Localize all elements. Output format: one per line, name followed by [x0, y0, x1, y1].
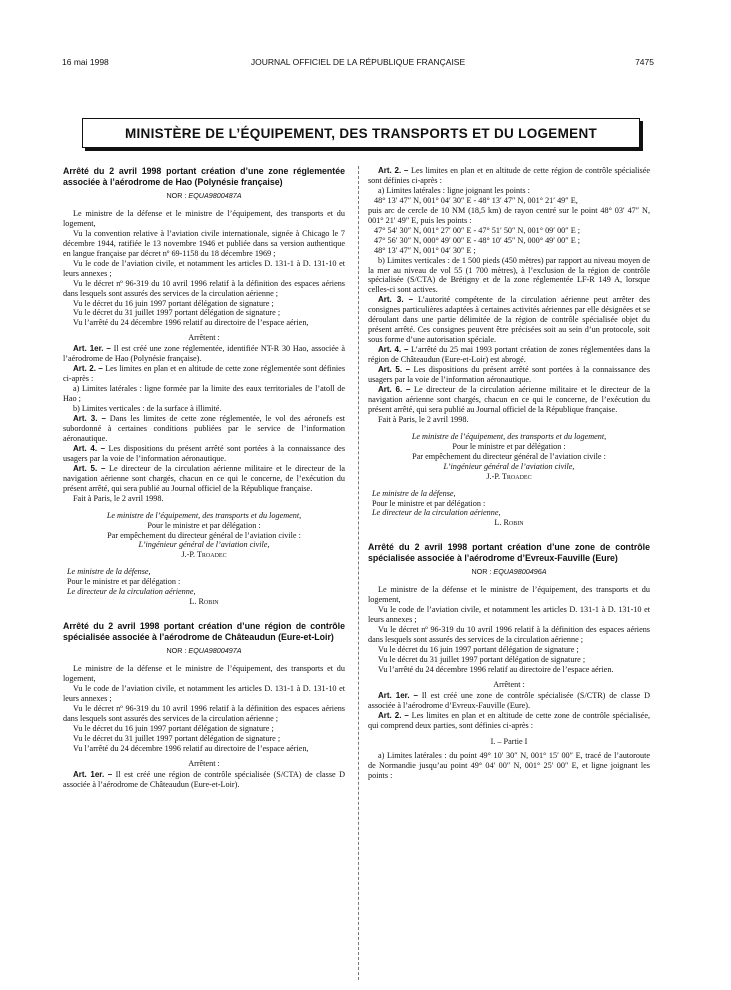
article-text: Les limites en plan et en altitude de cette région de contrôle spécialisée sont définies ci-après :: [368, 166, 651, 185]
article-6: [368, 385, 650, 415]
coordinates: 48° 13′ 47″ N, 001° 04′ 30″ E ;: [374, 245, 476, 255]
article-label: Art. 1er. –: [73, 769, 113, 779]
article-label: Art. 4. –: [73, 443, 106, 453]
signatory-name: L. Robin: [494, 518, 524, 528]
signatory-title: Le ministre de la défense,: [67, 567, 151, 577]
visa: Vu le code de l’aviation civile, et notamment les articles D. 131-1 à D. 131-10 et leurs annexes ;: [368, 605, 650, 625]
signatory-title: Le ministre de l’équipement, des transports et du logement,: [106, 510, 302, 520]
signatory-title: L’ingénieur général de l’aviation civile,: [443, 461, 575, 471]
article-3: [63, 414, 345, 444]
article-4: [63, 444, 345, 464]
right-column: [368, 166, 650, 780]
article-2-a-continued: puis arc de cercle de 10 NM (18,5 km) de rayon centré sur le point 48° 03′ 47″ N, 001° 21′ 49″ E, puis les points :: [368, 205, 650, 225]
article-2: [63, 364, 345, 384]
visa: Vu la convention relative à l’aviation civile internationale, signée à Chicago le 7 décembre 1944, ratifiée le 13 novembre 1946 et publiée dans sa version authentique en langue française par décret nº 69-1158 du 18 décembre 1969 ;: [63, 228, 345, 258]
article-4: [368, 345, 650, 365]
arretent: Arrêtent :: [188, 333, 220, 343]
article-label: Art. 4. –: [378, 345, 409, 355]
visa: Vu le code de l’aviation civile, et notamment les articles D. 131-1 à D. 131-10 et leurs annexes ;: [63, 684, 345, 703]
signatory-delegation: Pour le ministre et par délégation :: [147, 520, 261, 530]
visa: Vu l’arrêté du 24 décembre 1996 relatif au directoire de l’espace aérien,: [73, 318, 309, 328]
article-text: Il est créé une zone de contrôle spécialisée (S/CTR) de classe D associée à l’aérodrome d’Evreux-Fauville (Eure).: [368, 690, 650, 710]
signatory-name: J.-P. Troadec: [181, 550, 227, 560]
coordinates: 47° 54′ 30″ N, 001° 27′ 00″ E - 47° 51′ 50″ N, 001° 09′ 00″ E ;: [374, 225, 581, 235]
nor-reference: [63, 646, 345, 656]
article-label: Art. 1er. –: [73, 344, 111, 354]
decree-title: Arrêté du 2 avril 1998 portant création d’une zone de contrôle spécialisée associée à l’aérodrome d’Evreux-Fauville (Eure): [368, 542, 650, 563]
visa: Vu l’arrêté du 24 décembre 1996 relatif au directoire de l’espace aérien.: [378, 664, 614, 674]
article-text: Il est créé une région de contrôle spécialisée (S/CTA) de classe D associée à l’aérodrome de Châteaudun (Eure-et-Loir).: [63, 769, 346, 789]
signing-place-date: Fait à Paris, le 2 avril 1998.: [378, 414, 469, 424]
decree-evreux: [368, 542, 650, 780]
article-label: Art. 5. –: [73, 463, 106, 473]
decree-title: Arrêté du 2 avril 1998 portant création d’une zone réglementée associée à l’aérodrome de Hao (Polynésie française): [63, 166, 345, 187]
decree-chateaudun-part2: [368, 166, 650, 528]
signatory-title: L’ingénieur général de l’aviation civile,: [138, 540, 270, 550]
article-text: Les limites en plan et en altitude de cette zone de contrôle spécialisée, qui comprend deux parties, sont définies ci-après :: [368, 710, 650, 730]
article-label: Art. 6. –: [378, 384, 411, 394]
article-text: Les limites en plan et en altitude de cette zone réglementée sont définies ci-après :: [63, 364, 346, 384]
article-1: [368, 691, 650, 711]
nor-label: NOR :: [166, 191, 189, 200]
decree-chateaudun-part1: [63, 621, 345, 789]
ministry-title-box: [82, 118, 640, 148]
header-page-number: 7475: [635, 57, 654, 67]
article-text: Le directeur de la circulation aérienne militaire et le directeur de la navigation aérienne sont chargés, chacun en ce qui le concerne, de l’exécution du présent arrêté, qui sera publié au Journal officiel de la République française.: [368, 384, 650, 414]
signatory-delegation: Par empêchement du directeur général de l’aviation civile :: [412, 451, 606, 461]
article-2-a: a) Limites latérales : du point 49° 10′ 30″ N, 001° 15′ 00″ E, tracé de l’autoroute de Normandie jusqu’au point 49° 04′ 00″ N, 001° 25′ 00″ E, et ligne joignant les points :: [368, 750, 650, 780]
coordinates: 47° 56′ 30″ N, 000° 49′ 00″ E - 48° 10′ 45″ N, 000° 49′ 00″ E ;: [374, 235, 581, 245]
article-text: L’arrêté du 25 mai 1993 portant création de zones réglementées dans la région de Châteaudun (Eure-et-Loir) est abrogé.: [368, 345, 650, 365]
visa: Vu le décret nº 96-319 du 10 avril 1996 relatif à la définition des espaces aériens dans lesquels sont assurés des services de la circulation aérienne ;: [368, 625, 650, 645]
nor-label: NOR :: [471, 567, 494, 577]
article-5: [63, 464, 345, 494]
signatory-delegation: Pour le ministre et par délégation :: [452, 441, 566, 451]
visa: Vu le décret du 31 juillet 1997 portant délégation de signature ;: [73, 733, 281, 743]
visa: Vu le décret du 31 juillet 1997 portant délégation de signature ;: [73, 308, 281, 318]
article-2-a: a) Limites latérales : ligne joignant les points :: [378, 185, 530, 195]
signatory-title: Le directeur de la circulation aérienne,: [67, 587, 196, 597]
preamble: Le ministre de la défense et le ministre de l’équipement, des transports et du logement,: [63, 208, 345, 228]
column-divider: [358, 166, 360, 980]
signatory-title: Le directeur de la circulation aérienne,: [372, 508, 501, 518]
article-2-b: b) Limites verticales : de 1 500 pieds (450 mètres) par rapport au niveau moyen de la mer au niveau de vol 55 (1 700 mètres), à l’exclusion de la région de contrôle spécialisée (S/CTA) de Brétigny et de la zone réglementée LF-R 149 A, lorsque celles-ci sont actives.: [368, 255, 650, 295]
article-2-a: a) Limites latérales : ligne formée par la limite des eaux territoriales de l’atoll de Hao ;: [63, 384, 345, 404]
signatory-name: L. Robin: [189, 597, 219, 607]
nor-code: EQUA9800496A: [493, 567, 547, 577]
article-label: Art. 3. –: [378, 295, 414, 305]
article-text: L’autorité compétente de la circulation aérienne peut arrêter des consignes particulières adaptées à certaines activités aériennes par elle désignées et se déroulant dans une partie délimitée de la région de contrôle spécialisée objet du présent arrêté. Ces consignes peuvent être précisées soit au sein d’un protocole, soit sous forme d’une autorisation spéciale.: [368, 295, 651, 345]
visa: Vu l’arrêté du 24 décembre 1996 relatif au directoire de l’espace aérien,: [73, 743, 309, 753]
article-1: [63, 770, 345, 790]
article-text: Dans les limites de cette zone réglementée, le vol des aéronefs est subordonné à certaines conditions publiées par le service de l’information aéronautique.: [63, 414, 345, 443]
nor-reference: [63, 191, 345, 201]
article-5: [368, 365, 650, 385]
preamble: Le ministre de la défense et le ministre de l’équipement, des transports et du logement,: [63, 664, 345, 684]
coordinates: 48° 13′ 47″ N, 001° 04′ 30″ E - 48° 13′ 47″ N, 001° 21′ 49″ E,: [374, 195, 578, 205]
signatory-delegation: Pour le ministre et par délégation :: [67, 577, 181, 587]
preamble: Le ministre de la défense et le ministre de l’équipement, des transports et du logement,: [368, 585, 650, 605]
signatory-name: J.-P. Troadec: [486, 471, 532, 481]
visa: Vu le décret du 31 juillet 1997 portant délégation de signature ;: [378, 654, 586, 664]
visa: Vu le décret du 16 juin 1997 portant délégation de signature ;: [73, 723, 274, 733]
article-2: [368, 711, 650, 731]
article-text: Les dispositions du présent arrêté sont portées à la connaissance des usagers par la voie de l’information aéronautique.: [368, 365, 651, 385]
visa: Vu le code de l’aviation civile, et notamment les articles D. 131-1 à D. 131-10 et leurs annexes ;: [63, 258, 345, 278]
ministry-title: MINISTÈRE DE L’ÉQUIPEMENT, DES TRANSPORTS ET DU LOGEMENT: [124, 125, 598, 141]
signatory-title: Le ministre de la défense,: [372, 488, 456, 498]
arretent: Arrêtent :: [493, 679, 525, 689]
article-2-b: b) Limites verticales : de la surface à illimité.: [73, 404, 222, 414]
arretent: Arrêtent :: [188, 758, 220, 768]
article-label: Art. 2. –: [378, 710, 409, 720]
header-journal-title: JOURNAL OFFICIEL DE LA RÉPUBLIQUE FRANÇAISE: [250, 57, 466, 67]
signatory-title: Le ministre de l’équipement, des transports et du logement,: [411, 431, 607, 441]
article-label: Art. 2. –: [378, 166, 409, 175]
left-column: [63, 166, 345, 790]
part-heading: I. – Partie I: [490, 736, 528, 746]
article-text: Les dispositions du présent arrêté sont portées à la connaissance des usagers par la voie de l’information aéronautique.: [63, 443, 346, 463]
article-2: [368, 166, 650, 186]
decree-title: Arrêté du 2 avril 1998 portant création d’une région de contrôle spécialisée associée à l’aérodrome de Châteaudun (Eure-et-Loir): [63, 621, 345, 642]
visa: Vu le décret nº 96-319 du 10 avril 1996 relatif à la définition des espaces aériens dans lesquels sont assurés des services de la circulation aérienne ;: [63, 278, 345, 298]
article-label: Art. 2. –: [73, 364, 103, 374]
article-1: [63, 344, 345, 364]
article-text: Le directeur de la circulation aérienne militaire et le directeur de la navigation aérienne sont chargés, chacun en ce qui le concerne, de l’exécution du présent arrêté, qui sera publié au Journal officiel de la République française.: [63, 463, 345, 493]
visa: Vu le décret du 16 juin 1997 portant délégation de signature ;: [73, 298, 274, 308]
header-date: 16 mai 1998: [62, 57, 109, 67]
article-3: [368, 295, 650, 345]
nor-reference: [368, 567, 650, 577]
signing-place-date: Fait à Paris, le 2 avril 1998.: [73, 493, 164, 503]
signatory-delegation: Pour le ministre et par délégation :: [372, 498, 486, 508]
signatory-delegation: Par empêchement du directeur général de l’aviation civile :: [107, 530, 301, 540]
article-label: Art. 3. –: [73, 414, 106, 424]
article-text: Il est créé une zone réglementée, identifiée NT-R 30 Hao, associée à l’aérodrome de Hao (Polynésie française).: [63, 344, 345, 364]
nor-code: EQUA9800497A: [188, 646, 242, 656]
visa: Vu le décret du 16 juin 1997 portant délégation de signature ;: [378, 645, 579, 655]
decree-hao: [63, 166, 345, 607]
nor-code: EQUA9800487A: [188, 191, 242, 200]
nor-label: NOR :: [166, 646, 189, 656]
article-label: Art. 5. –: [378, 365, 411, 375]
article-label: Art. 1er. –: [378, 690, 418, 700]
visa: Vu le décret nº 96-319 du 10 avril 1996 relatif à la définition des espaces aériens dans lesquels sont assurés des services de la circulation aérienne ;: [63, 703, 345, 723]
